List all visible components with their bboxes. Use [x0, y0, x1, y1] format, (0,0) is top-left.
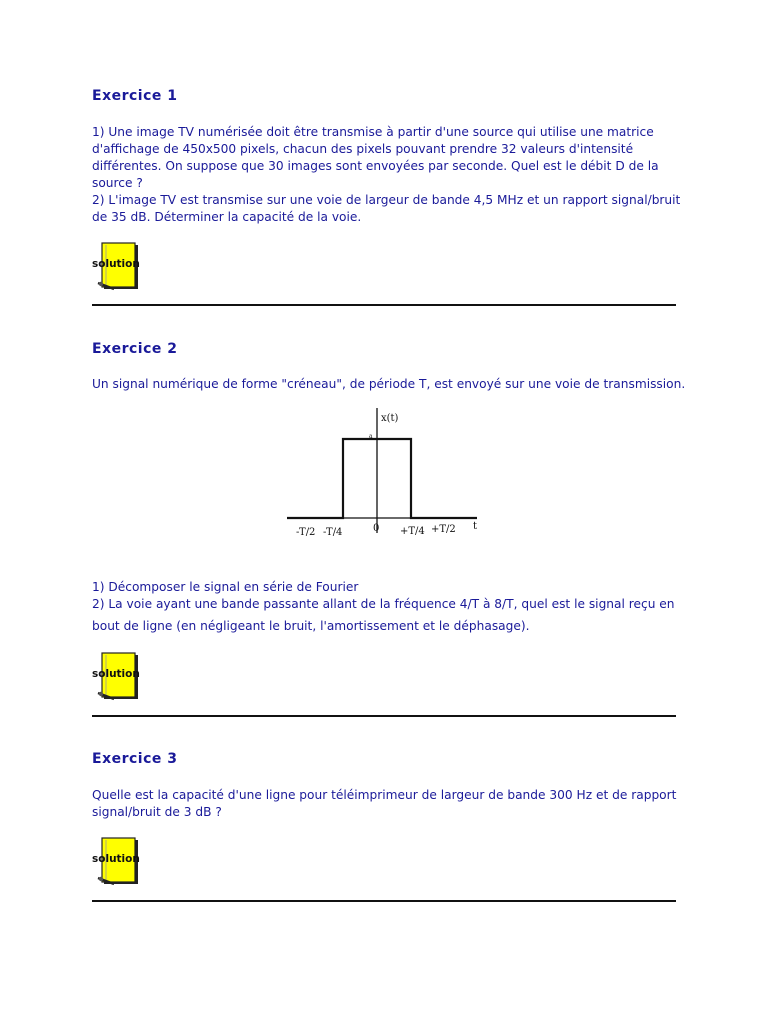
text-line: 1) Une image TV numérisée doit être transmise à partir d'une source qui utilise une matrice	[92, 125, 654, 139]
square-wave-signal	[287, 439, 477, 518]
text-line: source ?	[92, 176, 143, 190]
tick-label: -T/4	[323, 527, 343, 538]
amplitude-label: a	[369, 433, 373, 440]
exercise-3-title: Exercice 3	[92, 751, 178, 767]
text-line: de 35 dB. Déterminer la capacité de la voie.	[92, 210, 362, 224]
exercise-2-text	[92, 579, 682, 635]
solution-button-2[interactable]	[92, 652, 142, 702]
text-line: 2) L'image TV est transmise sur une voie de largeur de bande 4,5 MHz et un rapport signal/bruit	[92, 193, 681, 207]
text-line: bout de ligne (en négligeant le bruit, l'amortissement et le déphasage).	[92, 619, 530, 633]
tick-label: -T/2	[296, 527, 316, 538]
section-divider	[92, 715, 676, 717]
exercise-1-text	[92, 124, 682, 226]
tick-label: +T/2	[431, 524, 456, 535]
text-line: 1) Décomposer le signal en série de Fourier	[92, 580, 359, 594]
solution-label: solution	[92, 258, 140, 270]
solution-label: solution	[92, 853, 140, 865]
x-axis-label: t	[473, 521, 478, 532]
solution-button-1[interactable]	[92, 242, 142, 292]
text-line: d'affichage de 450x500 pixels, chacun des pixels pouvant prendre 32 valeurs d'intensité	[92, 142, 634, 156]
text-line: signal/bruit de 3 dB ?	[92, 805, 222, 819]
text-line: Quelle est la capacité d'une ligne pour téléimprimeur de largeur de bande 300 Hz et de rapport	[92, 788, 677, 802]
text-line: 2) La voie ayant une bande passante allant de la fréquence 4/T à 8/T, quel est le signal reçu en	[92, 597, 675, 611]
tick-label: 0	[373, 523, 380, 534]
exercise-3-text	[92, 787, 682, 821]
tick-label: +T/4	[400, 526, 425, 537]
square-wave-graph	[287, 408, 587, 543]
text-line: différentes. On suppose que 30 images sont envoyées par seconde. Quel est le débit D de la	[92, 159, 659, 173]
exercise-2-intro	[92, 376, 686, 393]
exercise-2-title: Exercice 2	[92, 341, 178, 357]
solution-label: solution	[92, 668, 140, 680]
solution-button-3[interactable]	[92, 837, 142, 887]
exercise-1-title: Exercice 1	[92, 88, 178, 104]
text-line: Un signal numérique de forme "créneau", de période T, est envoyé sur une voie de transmission.	[92, 377, 686, 391]
section-divider	[92, 304, 676, 306]
y-axis-label: x(t)	[381, 413, 399, 424]
section-divider	[92, 900, 676, 902]
